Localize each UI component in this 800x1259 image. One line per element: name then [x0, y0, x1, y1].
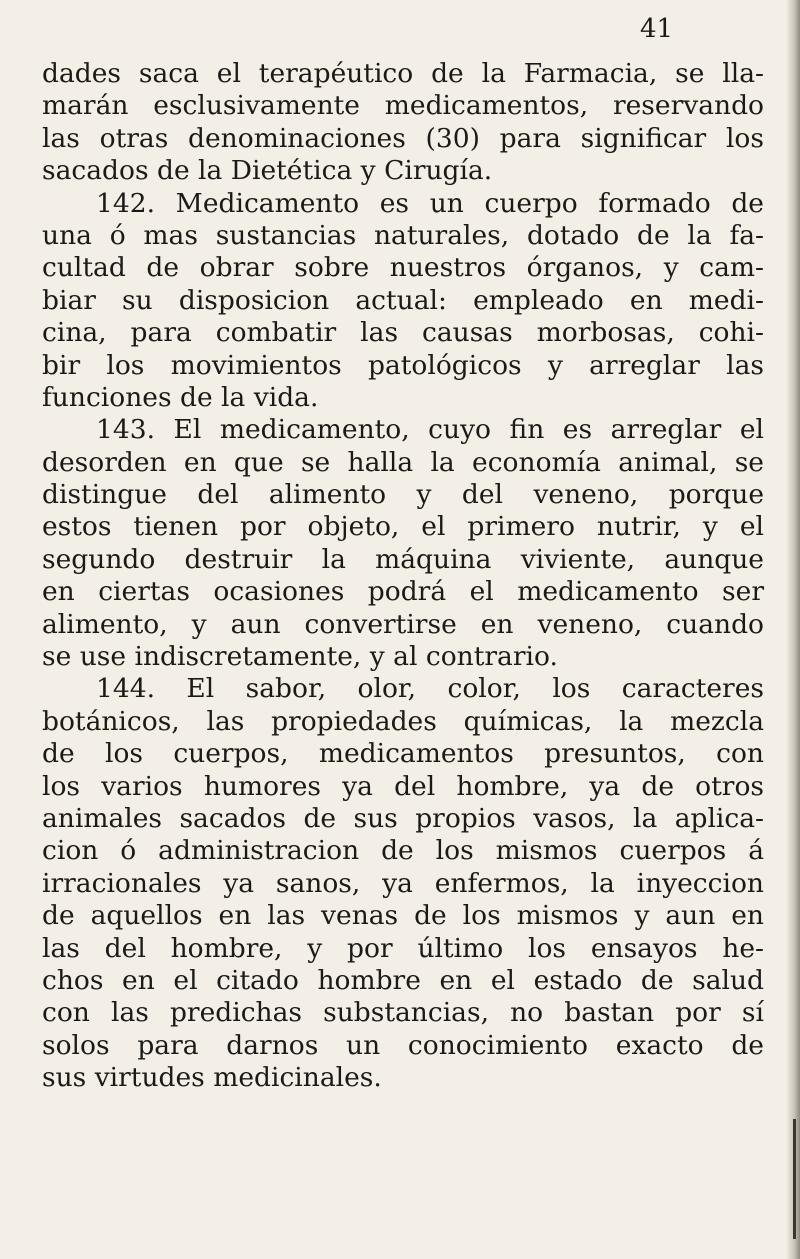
page-edge-shadow: [786, 0, 800, 1259]
text-line: funciones de la vida.: [42, 381, 319, 413]
text-line: biar su disposicion actual: empleado en medi-: [42, 284, 764, 316]
text-line: marán esclusivamente medicamentos, reservando: [42, 90, 764, 122]
text-line: de aquellos en las venas de los mismos y aun en: [42, 900, 764, 932]
page-number: 41: [640, 14, 674, 44]
body-text: [42, 58, 764, 1095]
text-line: botánicos, las propiedades químicas, la mezcla: [42, 705, 764, 737]
text-line: cina, para combatir las causas morbosas, cohi-: [42, 317, 764, 349]
text-line: las otras denominaciones (30) para significar los: [42, 122, 764, 154]
text-line: 143. El medicamento, cuyo fin es arreglar el: [96, 414, 764, 446]
text-line: distingue del alimento y del veneno, porque: [42, 479, 764, 511]
text-line: sacados de la Dietética y Cirugía.: [42, 155, 493, 187]
text-line: segundo destruir la máquina viviente, aunque: [42, 543, 764, 575]
page-edge-mark: [793, 1119, 796, 1239]
text-line: desorden en que se halla la economía animal, se: [42, 446, 764, 478]
text-line: estos tienen por objeto, el primero nutrir, y el: [42, 511, 764, 543]
text-line: de los cuerpos, medicamentos presuntos, con: [42, 738, 764, 770]
text-line: una ó mas sustancias naturales, dotado de la fa-: [42, 219, 764, 251]
text-line: dades saca el terapéutico de la Farmacia, se lla-: [42, 58, 764, 89]
text-line: las del hombre, y por último los ensayos he-: [42, 932, 764, 964]
text-line: cion ó administracion de los mismos cuerpos á: [42, 835, 764, 867]
text-line: en ciertas ocasiones podrá el medicamento ser: [42, 576, 764, 608]
text-line: 144. El sabor, olor, color, los caracteres: [96, 673, 764, 705]
text-line: 142. Medicamento es un cuerpo formado de: [96, 187, 764, 219]
text-line: alimento, y aun convertirse en veneno, cuando: [42, 608, 764, 640]
text-line: los varios humores ya del hombre, ya de otros: [42, 770, 764, 802]
text-line: irracionales ya sanos, ya enfermos, la inyeccion: [42, 867, 764, 899]
text-line: chos en el citado hombre en el estado de salud: [42, 964, 764, 996]
text-line: bir los movimientos patológicos y arreglar las: [42, 349, 764, 381]
text-line: sus virtudes medicinales.: [42, 1062, 382, 1094]
text-line: se use indiscretamente, y al contrario.: [42, 641, 558, 673]
text-line: con las predichas substancias, no bastan por sí: [42, 997, 764, 1029]
text-line: cultad de obrar sobre nuestros órganos, y cam-: [42, 252, 764, 284]
text-line: animales sacados de sus propios vasos, la aplica-: [42, 802, 764, 834]
text-line: solos para darnos un conocimiento exacto de: [42, 1029, 764, 1061]
